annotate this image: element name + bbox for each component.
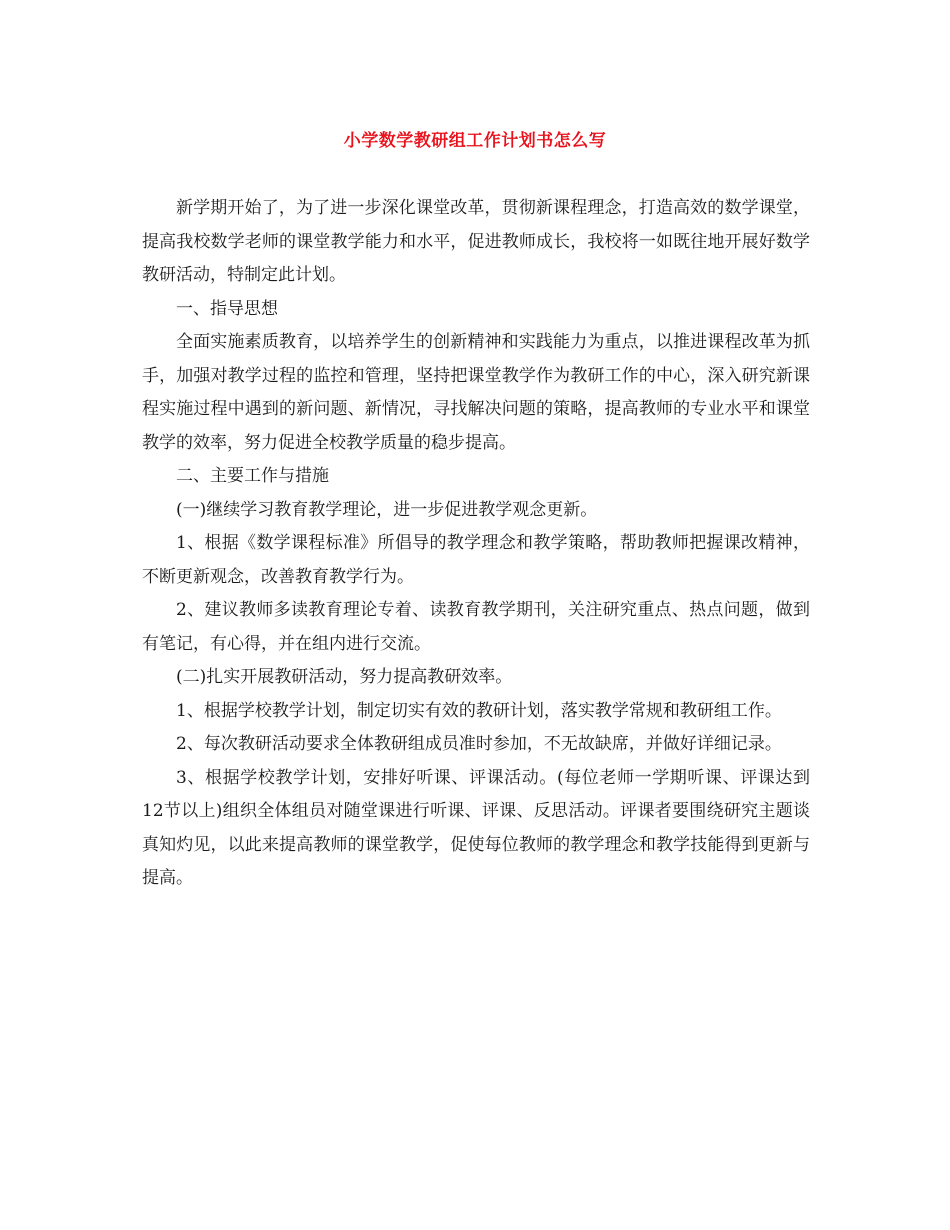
list-item-activities-2: 2、每次教研活动要求全体教研组成员准时参加，不无故缺席，并做好详细记录。 [176,734,782,754]
list-item-activities-3: 3、根据学校教学计划，安排好听课、评课活动。(每位老师一学期听课、评课达到12节以上)组织全体组员对随堂课进行听课、评课、反思活动。评课者要围绕研究主题谈真知灼见，以此来提高教师的课堂教学，促使每位教师的教学理念和教学技能得到更新与提高。 [142,767,810,888]
section-heading-guiding-ideology: 一、指导思想 [176,298,278,319]
paragraph-guiding-ideology: 全面实施素质教育，以培养学生的创新精神和实践能力为重点，以推进课程改革为抓手，加强对教学过程的监控和管理，坚持把课堂教学作为教研工作的中心，深入研究新课程实施过程中遇到的新问题、新情况，寻找解决问题的策略，提高教师的专业水平和课堂教学的效率，努力促进全校教学质量的稳步提高。 [142,332,810,453]
paragraph-intro: 新学期开始了，为了进一步深化课堂改革，贯彻新课程理念，打造高效的数学课堂，提高我校数学老师的课堂教学能力和水平，促进教师成长，我校将一如既往地开展好数学教研活动，特制定此计划。 [142,198,810,285]
subsection-heading-research-activities: (二)扎实开展教研活动，努力提高教研效率。 [176,667,513,687]
subsection-heading-theory-study: (一)继续学习教育教学理论，进一步促进教学观念更新。 [176,499,598,520]
section-heading-main-work: 二、主要工作与措施 [176,466,329,486]
list-item-theory-2: 2、建议教师多读教育理论专着、读教育教学期刊，关注研究重点、热点问题，做到有笔记，有心得，并在组内进行交流。 [142,600,810,654]
document-body [142,192,810,896]
document-title: 小学数学教研组工作计划书怎么写 [343,131,607,151]
list-item-activities-1: 1、根据学校教学计划，制定切实有效的教研计划，落实教学常规和教研组工作。 [176,700,782,721]
list-item-theory-1: 1、根据《数学课程标准》所倡导的教学理念和教学策略，帮助教师把握课改精神，不断更新观念，改善教育教学行为。 [142,533,810,587]
